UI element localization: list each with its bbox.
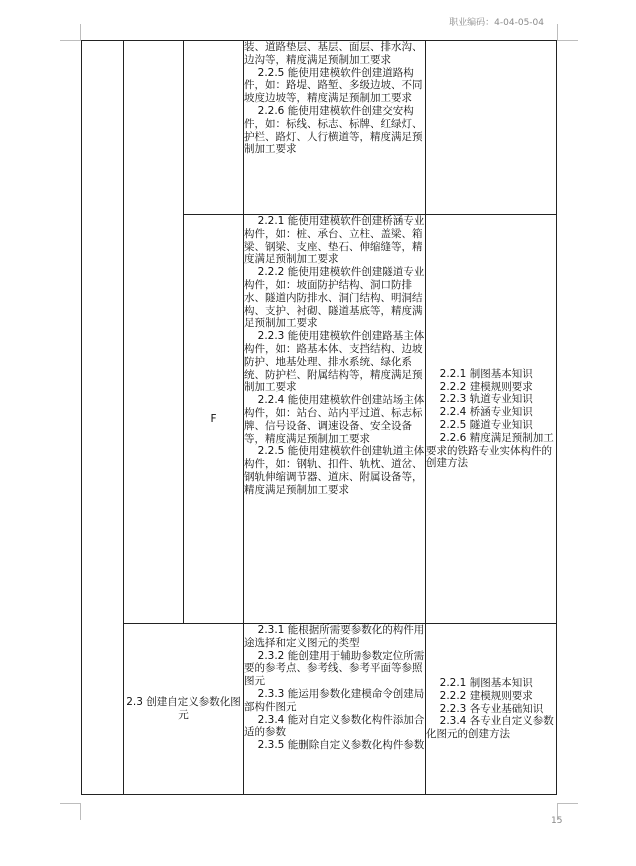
skill-text: 2.2.6 能使用建模软件创建交安构件，如：标线、标志、标牌、红绿灯、护栏、路灯、人行横道等，精度满足预制加工要求 (244, 104, 423, 156)
skill-text: 2.3.5 能删除自定义参数化构件参数 (257, 739, 425, 752)
knowledge-text: 2.2.2 建模规则要求 (439, 689, 533, 702)
skill-text: 2.2.1 能使用建模软件创建桥涵专业构件，如：桩、承台、立柱、盖梁、箱梁、钢梁、支座、垫石、伸缩缝等，精度满足预制加工要求 (244, 215, 425, 266)
knowledge-text: 2.2.6 精度满足预制加工要求的铁路专业实体构件的创建方法 (426, 431, 554, 470)
knowledge-text: 2.2.5 隧道专业知识 (439, 419, 533, 431)
skill-text: 2.3.1 能根据所需要参数化的构件用途选择和定义图元的类型 (244, 624, 425, 649)
skill-requirements-table (81, 40, 557, 795)
row2-level-cell: F (184, 215, 244, 624)
knowledge-text: 2.2.4 桥涵专业知识 (439, 406, 533, 419)
row3-knowledge-cell (426, 624, 557, 795)
row1-level-cell (184, 41, 244, 215)
page-number: 15 (551, 816, 563, 826)
row3-skill-cell (244, 624, 426, 795)
skill-text: 2.2.5 能使用建模软件创建轨道主体构件，如：钢轨、扣件、轨枕、道岔、钢轨伸缩调节器、道床、附属设备等，精度满足预制加工要求 (244, 445, 425, 496)
function-column-cell (124, 41, 184, 624)
skill-text: 2.3.3 能运用参数化建模命令创建局部构件图元 (244, 687, 425, 713)
row3-category-cell: 2.3 创建自定义参数化图元 (124, 624, 244, 795)
skill-text: 2.3.2 能创建用于辅助参数定位所需要的参考点、参考线、参考平面等参照图元 (244, 649, 425, 688)
skill-text: 2.2.3 能使用建模软件创建路基主体构件，如：路基本体、支挡结构、边坡防护、地基处理、排水系统、绿化系统、防护栏、附属结构等，精度满足预制加工要求 (244, 330, 425, 394)
crop-mark-top-right (557, 24, 578, 41)
crop-mark-top-left (60, 24, 81, 41)
skill-text: 2.2.4 能使用建模软件创建站场主体构件，如：站台、站内平过道、标志标牌、信号设备、调速设备、安全设备等，精度满足预制加工要求 (244, 394, 425, 445)
row2-knowledge-cell (426, 215, 557, 624)
row2-skill-cell (244, 215, 426, 624)
knowledge-text: 2.2.1 制图基本知识 (439, 677, 533, 689)
knowledge-text: 2.3.4 各专业自定义参数化图元的创建方法 (426, 715, 554, 741)
knowledge-text: 2.2.1 制图基本知识 (439, 367, 533, 380)
skill-text: 2.3.4 能对自定义参数化构件添加合适的参数 (244, 713, 425, 739)
level-column-cell (82, 41, 124, 795)
skill-text: 2.2.5 能使用建模软件创建道路构件，如：路堤、路堑、多级边坡、不同坡度边坡等，精度满足预制加工要求 (244, 66, 423, 105)
skill-text: 装、道路垫层、基层、面层、排水沟、边沟等，精度满足预制加工要求 (244, 41, 423, 66)
knowledge-text: 2.2.2 建模规则要求 (439, 380, 533, 393)
row1-knowledge-cell (426, 41, 557, 215)
skill-text: 2.2.2 能使用建模软件创建隧道专业构件，如：坡面防护结构、洞口防排水、隧道内防排水、洞门结构、明洞结构、支护、衬砌、隧道基底等，精度满足预制加工要求 (244, 266, 425, 330)
occupation-code-header: 职业编码：4-04-05-04 (449, 18, 544, 28)
row1-skill-cell (244, 41, 426, 215)
crop-mark-bottom-left (60, 803, 81, 820)
knowledge-text: 2.2.3 各专业基础知识 (439, 702, 544, 715)
knowledge-text: 2.2.3 轨道专业知识 (439, 393, 533, 406)
